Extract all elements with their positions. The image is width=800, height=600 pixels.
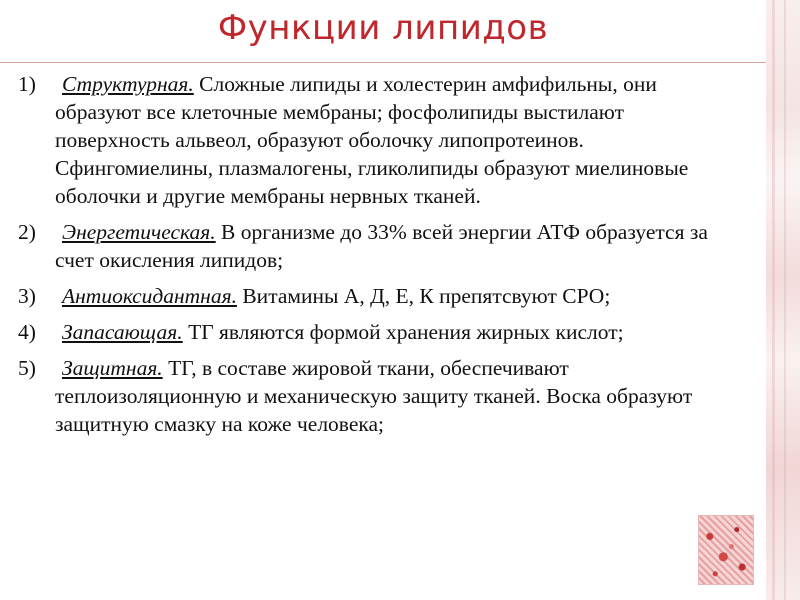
- item-term: Антиоксидантная.: [62, 284, 237, 308]
- list-item-antioxidant: [0, 282, 742, 310]
- item-term: Энергетическая.: [62, 220, 216, 244]
- item-text: ТГ являются формой хранения жирных кислот;: [188, 320, 624, 344]
- item-number: 1): [18, 72, 36, 96]
- tissue-micrograph-image: [698, 515, 754, 585]
- item-number: 2): [18, 220, 36, 244]
- list-item-structural: [0, 70, 742, 210]
- item-number: 5): [18, 356, 36, 380]
- list-item-energy: [0, 218, 742, 274]
- item-term: Защитная.: [62, 356, 163, 380]
- item-text: В организме до 33% всей энергии АТФ образуется за счет окисления липидов;: [55, 220, 708, 272]
- list-item-storage: [0, 318, 742, 346]
- slide-title: Функции липидов: [217, 8, 549, 48]
- item-term: Запасающая.: [62, 320, 183, 344]
- item-text: ТГ, в составе жировой ткани, обеспечивают теплоизоляционную и механическую защиту тканей. Воска образуют защитную смазку на коже человека;: [55, 356, 693, 436]
- functions-list: [0, 70, 742, 446]
- decorative-side-border: [766, 0, 800, 600]
- list-item-protective: [0, 354, 742, 438]
- item-text: Сложные липиды и холестерин амфифильны, они образуют все клеточные мембраны; фосфолипиды выстилают поверхность альвеол, образуют оболочку липопротеинов. Сфингомиелины, плазмалогены, гликолипиды образуют миелиновые оболочки и другие мембраны нервных тканей.: [55, 72, 689, 208]
- item-number: 3): [18, 284, 36, 308]
- item-number: 4): [18, 320, 36, 344]
- item-term: Структурная.: [62, 72, 194, 96]
- item-text: Витамины А, Д, Е, К препятсвуют СРО;: [242, 284, 611, 308]
- title-divider: [0, 62, 766, 63]
